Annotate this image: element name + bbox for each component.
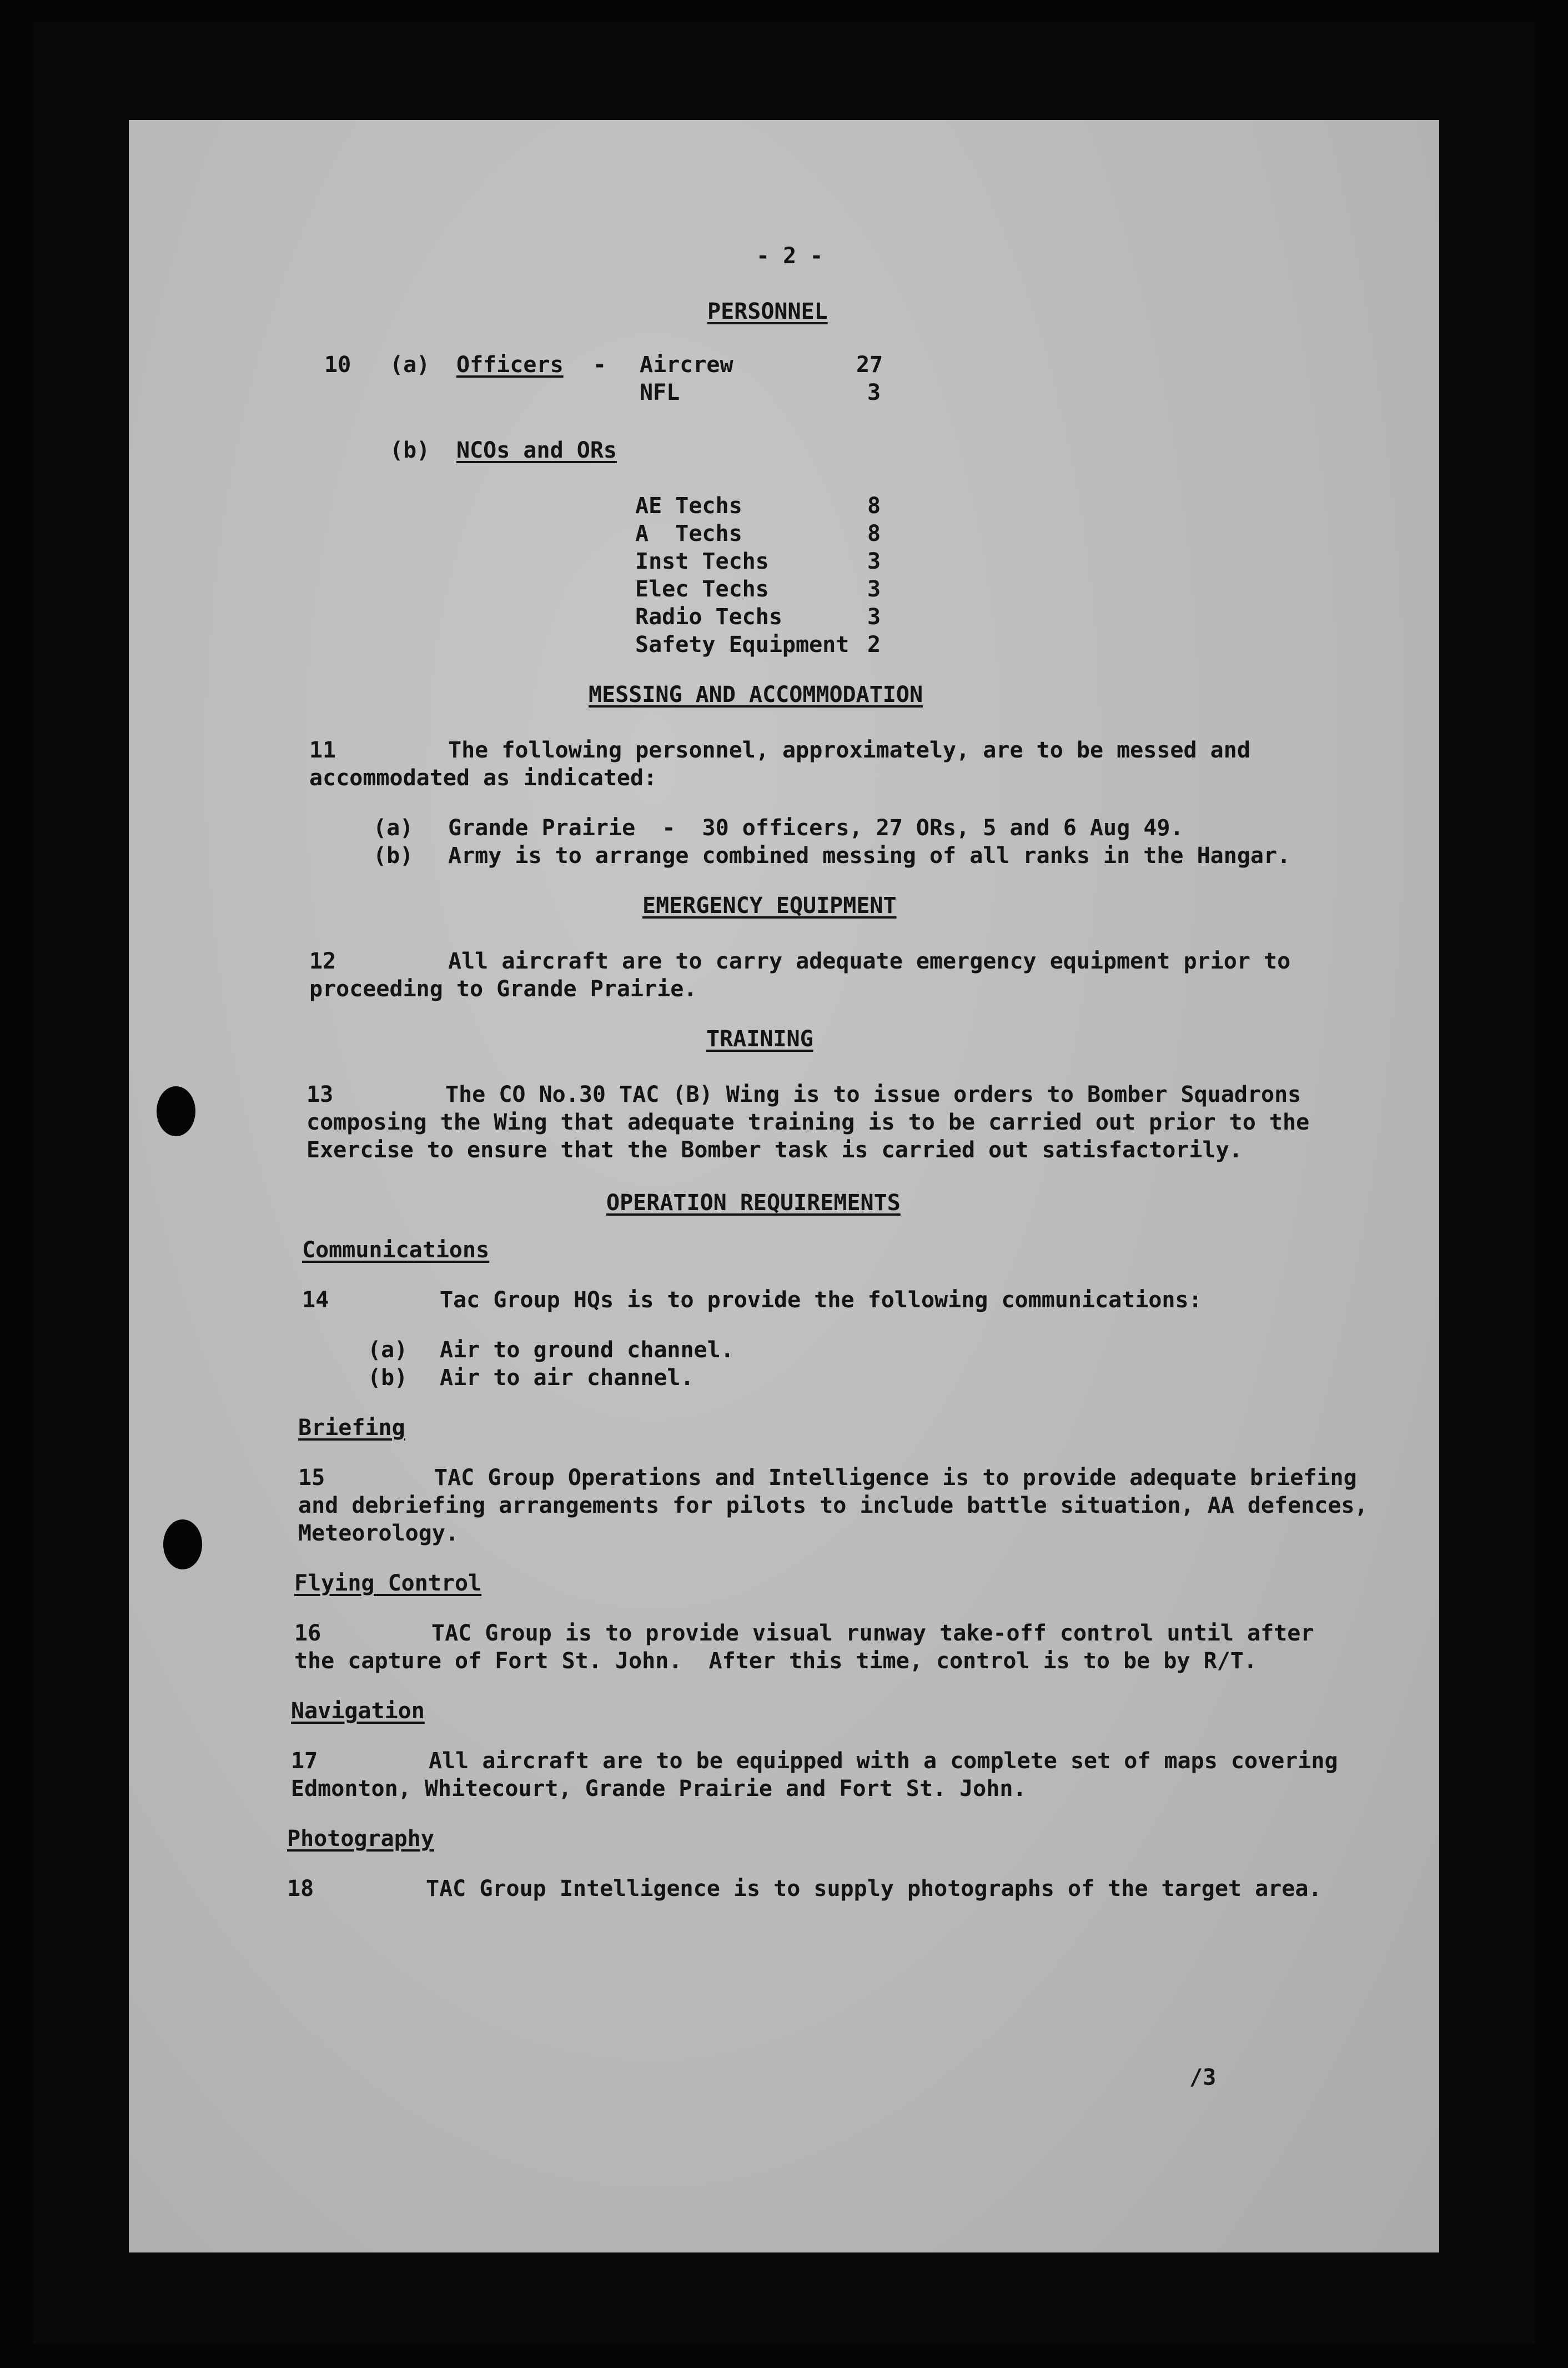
item-label: (a)	[373, 815, 414, 841]
punch-hole	[163, 1519, 202, 1569]
para-line: TAC Group Operations and Intelligence is to provide adequate briefing	[434, 1465, 1357, 1491]
para-line: The following personnel, approximately, are to be messed and	[448, 738, 1250, 763]
nco-count: 3	[867, 604, 881, 630]
document-page	[129, 120, 1439, 2252]
para-number: 11	[309, 738, 336, 763]
ncos-label: NCOs and ORs	[456, 438, 617, 463]
nco-count: 8	[867, 493, 881, 519]
item-text: Grande Prairie - 30 officers, 27 ORs, 5 and 6 Aug 49.	[448, 815, 1184, 841]
item-label: (b)	[373, 843, 414, 869]
item-text: Army is to arrange combined messing of all ranks in the Hangar.	[448, 843, 1291, 869]
item-label: (a)	[368, 1337, 408, 1363]
section-heading-training: TRAINING	[706, 1026, 813, 1052]
para-number: 10	[324, 352, 351, 378]
subheading-briefing: Briefing	[298, 1415, 405, 1441]
para-number: 18	[287, 1876, 314, 1902]
para-number: 15	[298, 1465, 325, 1491]
subheading-communications: Communications	[302, 1237, 490, 1263]
nco-count: 8	[867, 521, 881, 546]
subheading-navigation: Navigation	[291, 1698, 425, 1724]
section-heading-operation: OPERATION REQUIREMENTS	[606, 1190, 901, 1216]
nco-count: 3	[867, 549, 881, 574]
page-number: - 2 -	[756, 243, 823, 269]
para-line: Meteorology.	[298, 1521, 459, 1546]
item-label: (a)	[390, 352, 430, 378]
dash: -	[593, 352, 607, 378]
nco-role: Inst Techs	[635, 549, 769, 574]
para-line: All aircraft are to be equipped with a complete set of maps covering	[429, 1748, 1338, 1774]
nco-role: A Techs	[635, 521, 742, 546]
continuation-mark: /3	[1189, 2065, 1217, 2090]
para-line: TAC Group is to provide visual runway take-off control until after	[431, 1621, 1314, 1646]
section-heading-personnel: PERSONNEL	[707, 299, 828, 324]
para-number: 16	[294, 1621, 321, 1646]
nco-role: AE Techs	[635, 493, 742, 519]
item-label: (b)	[390, 438, 430, 463]
para-line: proceeding to Grande Prairie.	[309, 976, 697, 1002]
para-line: Edmonton, Whitecourt, Grande Prairie and Fort St. John.	[291, 1776, 1027, 1802]
nco-role: Radio Techs	[635, 604, 782, 630]
para-number: 14	[302, 1287, 329, 1313]
para-line: and debriefing arrangements for pilots to include battle situation, AA defences,	[298, 1493, 1368, 1518]
nco-count: 3	[867, 576, 881, 602]
subheading-flying-control: Flying Control	[294, 1571, 482, 1596]
nco-role: Safety Equipment	[635, 632, 850, 658]
para-line: Tac Group HQs is to provide the following communications:	[440, 1287, 1202, 1313]
officer-role: Aircrew	[640, 352, 733, 378]
para-line: accommodated as indicated:	[309, 765, 657, 791]
subheading-photography: Photography	[287, 1826, 434, 1852]
item-label: (b)	[368, 1365, 408, 1391]
para-line: TAC Group Intelligence is to supply photographs of the target area.	[426, 1876, 1322, 1902]
para-line: Exercise to ensure that the Bomber task is carried out satisfactorily.	[306, 1137, 1243, 1163]
nco-count: 2	[867, 632, 881, 658]
para-line: the capture of Fort St. John. After this time, control is to be by R/T.	[294, 1648, 1257, 1674]
nco-role: Elec Techs	[635, 576, 769, 602]
officer-count: 3	[867, 380, 881, 405]
para-line: The CO No.30 TAC (B) Wing is to issue orders to Bomber Squadrons	[445, 1082, 1301, 1107]
para-number: 13	[306, 1082, 334, 1107]
officers-label: Officers	[456, 352, 564, 378]
section-heading-emergency: EMERGENCY EQUIPMENT	[642, 893, 897, 919]
officer-count: 27	[856, 352, 883, 378]
punch-hole	[157, 1086, 195, 1136]
officer-role: NFL	[640, 380, 680, 405]
section-heading-messing: MESSING AND ACCOMMODATION	[589, 682, 923, 708]
item-text: Air to air channel.	[440, 1365, 694, 1391]
para-line: composing the Wing that adequate training is to be carried out prior to the	[306, 1110, 1310, 1135]
para-number: 12	[309, 949, 336, 974]
item-text: Air to ground channel.	[440, 1337, 734, 1363]
para-line: All aircraft are to carry adequate emergency equipment prior to	[448, 949, 1291, 974]
para-number: 17	[291, 1748, 318, 1774]
